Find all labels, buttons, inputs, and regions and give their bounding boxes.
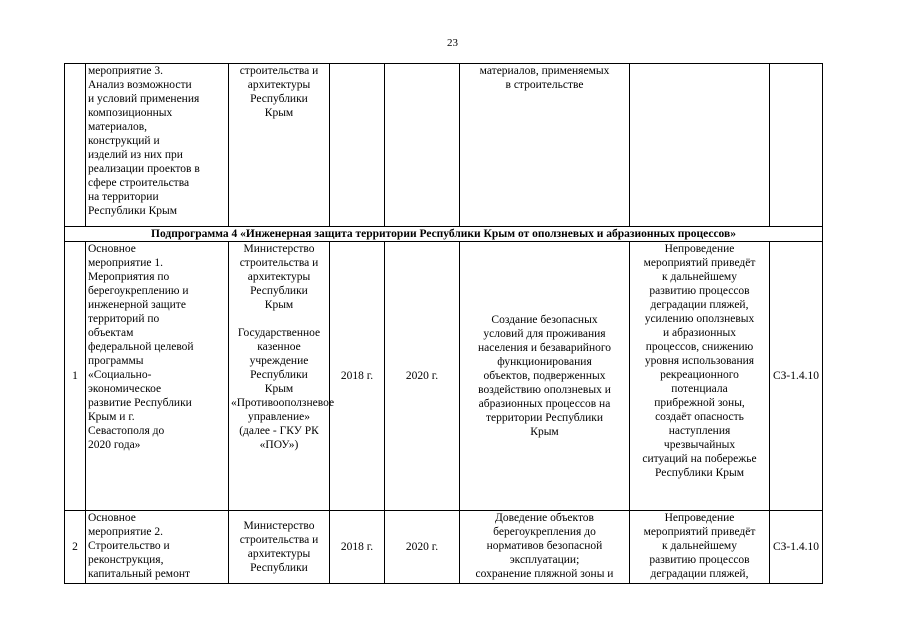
- end-year: 2020 г.: [385, 511, 460, 584]
- expected-result: материалов, применяемых в строительстве: [460, 64, 630, 227]
- consequence: Непроведение мероприятий приведёт к дальнейшему развитию процессов деградации пляжей,: [630, 511, 770, 584]
- event-name: Основное мероприятие 2. Строительство и реконструкция, капитальный ремонт: [86, 511, 229, 584]
- consequence: Непроведение мероприятий приведёт к дальнейшему развитию процессов деградации пляжей, усилению оползневых и абразионных процессов, снижению уровня использования рекреационного потенциала прибрежной зоны, создаёт опасность наступления чрезвычайных ситуаций на побережье Республики Крым: [630, 242, 770, 511]
- row-number: [65, 64, 86, 227]
- indicator-link: [770, 64, 823, 227]
- end-year: [385, 64, 460, 227]
- consequence: [630, 64, 770, 227]
- subprogram-title: Подпрограмма 4 «Инженерная защита территории Республики Крым от оползневых и абразионных процессов»: [65, 227, 823, 242]
- event-name: мероприятие 3. Анализ возможности и условий применения композиционных материалов, конструкций и изделий из них при реализации проектов в сфере строительства на территории Республики Крым: [86, 64, 229, 227]
- expected-result: Создание безопасных условий для проживания населения и безаварийного функционирования объектов, подверженных воздействию оползневых и абразионных процессов на территории Республики Крым: [460, 242, 630, 511]
- indicator-link: СЗ-1.4.10: [770, 511, 823, 584]
- executor: строительства и архитектуры Республики Крым: [229, 64, 330, 227]
- table-row: [65, 64, 823, 227]
- executor: Министерство строительства и архитектуры Республики: [229, 511, 330, 584]
- expected-result: Доведение объектов берегоукрепления до нормативов безопасной эксплуатации; сохранение пляжной зоны и: [460, 511, 630, 584]
- executor: Министерство строительства и архитектуры Республики Крым Государственное казенное учреждение Республики Крым «Противооползневое управление» (далее - ГКУ РК «ПОУ»): [229, 242, 330, 511]
- start-year: [330, 64, 385, 227]
- table-row: [65, 511, 823, 584]
- subprogram-row: [65, 227, 823, 242]
- table-row: [65, 242, 823, 511]
- program-table: [64, 63, 823, 584]
- event-name: Основное мероприятие 1. Мероприятия по берегоукреплению и инженерной защите территорий по объектам федеральной целевой программы «Социально- экономическое развитие Республики Крым и г. Севастополя до 2020 года»: [86, 242, 229, 511]
- page-number: 23: [447, 37, 458, 49]
- end-year: 2020 г.: [385, 242, 460, 511]
- start-year: 2018 г.: [330, 242, 385, 511]
- start-year: 2018 г.: [330, 511, 385, 584]
- indicator-link: СЗ-1.4.10: [770, 242, 823, 511]
- row-number: 1: [65, 242, 86, 511]
- row-number: 2: [65, 511, 86, 584]
